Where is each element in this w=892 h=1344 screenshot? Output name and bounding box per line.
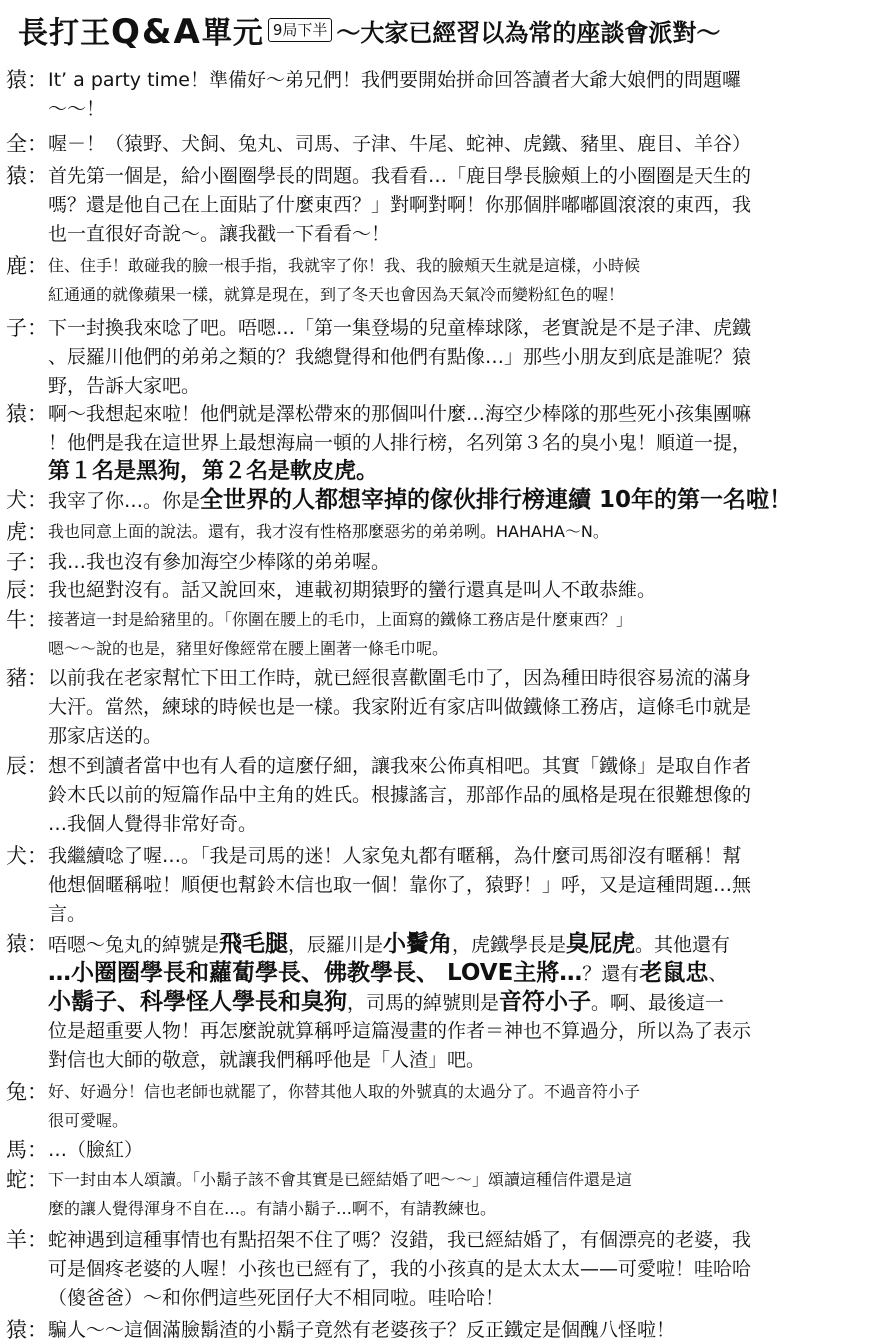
line-text: 言。 (48, 903, 87, 925)
line-text: 接著這一封是給豬里的。「你圍在腰上的毛巾，上面寫的鐵條工務店是什麼東西？」 (48, 610, 633, 629)
speaker-label: 犬： (6, 488, 48, 512)
header-subtitle: ～大家已經習以為常的座談會派對～ (336, 18, 721, 47)
line-text: 。其他還有 (635, 934, 731, 956)
dialogue-line (48, 576, 656, 604)
line-text: ，虎鐵學長是 (452, 934, 567, 956)
dialogue-line (48, 781, 751, 809)
line-text: 麼的讓人覺得渾身不自在…。有請小鬍子…啊不，有請教練也。 (48, 1199, 497, 1218)
dialogue-line (48, 130, 751, 158)
dialogue-line (48, 842, 742, 870)
line-text: 下一封換我來唸了吧。唔嗯…「第一集登場的兒童棒球隊，老實說是不是子津、虎鐵 (48, 317, 752, 339)
dialogue-line (48, 162, 751, 190)
speaker-label: 蛇： (6, 1168, 48, 1192)
dialogue-line (48, 343, 751, 371)
dialogue-line (48, 281, 624, 309)
speaker-label: 羊： (6, 1228, 48, 1252)
line-text: 。啊、最後這一 (591, 992, 725, 1014)
dialogue-line (48, 429, 751, 457)
dialogue-line (48, 548, 390, 576)
line-text: 嗯～～說的也是，豬里好像經常在腰上圍著一條毛巾呢。 (48, 639, 449, 658)
dialogue-line (48, 722, 162, 750)
speaker-label: 子： (6, 316, 48, 340)
speaker-label: 馬： (6, 1138, 48, 1162)
speaker-label: 辰： (6, 754, 48, 778)
dialogue-line (48, 959, 727, 988)
line-text: …我個人覺得非常好奇。 (48, 813, 258, 835)
dialogue-line (48, 1316, 675, 1344)
line-text: 首先第一個是，給小圈圈學長的問題。我看看…「鹿目學長臉頰上的小圈圈是天生的 (48, 165, 752, 187)
line-text: 、辰羅川他們的弟弟之類的？我總覺得和他們有點像…」那些小朋友到底是誰呢？猿 (48, 346, 752, 368)
line-text: …（臉紅） (48, 1139, 144, 1161)
inning-badge: 9局下半 (268, 18, 333, 42)
speaker-label: 虎： (6, 520, 48, 544)
speaker-label: 猿： (6, 1318, 48, 1342)
line-text: 喔－！（猿野、犬飼、兔丸、司馬、子津、牛尾、蛇神、虎鐵、豬里、鹿目、羊谷） (48, 133, 752, 155)
dialogue-line (48, 635, 448, 663)
dialogue-line (48, 1136, 143, 1164)
dialogue-line (48, 1284, 504, 1312)
line-text: 很可愛喔。 (48, 1111, 129, 1130)
line-text: It’ a party time！準備好～弟兄們！我們要開始拼命回答讀者大爺大娘們的問題囉 (48, 69, 741, 91)
page-header (18, 8, 878, 52)
emphasis-text: 老鼠忠 (639, 960, 709, 986)
line-text: 住、住手！敢碰我的臉一根手指，我就宰了你！我、我的臉頰天生就是這樣，小時候 (48, 256, 641, 275)
dialogue-line (48, 900, 86, 928)
line-text: 我也絕對沒有。話又說回來，連載初期猿野的蠻行還真是叫人不敢恭維。 (48, 579, 657, 601)
speaker-label: 子： (6, 550, 48, 574)
speaker-label: 猿： (6, 932, 48, 956)
dialogue-line (48, 810, 257, 838)
line-text: 騙人～～這個滿臉鬍渣的小鬍子竟然有老婆孩子？反正鐵定是個醜八怪啦！ (48, 1319, 676, 1341)
speaker-label: 辰： (6, 578, 48, 602)
title-suffix: 單元 (201, 16, 264, 51)
line-text: 那家店送的。 (48, 725, 163, 747)
dialogue-line (48, 930, 730, 959)
dialogue-line (48, 988, 724, 1017)
line-text: 大汗。當然，練球的時候也是一樣。我家附近有家店叫做鐵條工務店，這條毛巾就是 (48, 696, 752, 718)
dialogue-line (48, 664, 751, 692)
dialogue-line (48, 95, 105, 123)
line-text: ，辰羅川是 (288, 934, 384, 956)
dialogue-line (48, 871, 751, 899)
dialogue-line (48, 693, 751, 721)
dialogue-line (48, 606, 632, 634)
emphasis-text: 臭屁虎 (566, 931, 636, 957)
line-text: 我…我也沒有參加海空少棒隊的弟弟喔。 (48, 551, 391, 573)
line-text: ？還有 (582, 963, 640, 985)
speaker-label: 猿： (6, 164, 48, 188)
line-text: 好、好過分！信也老師也就罷了，你替其他人取的外號真的太過分了。不過音符小子 (48, 1082, 641, 1101)
line-text: 他想個暱稱啦！順便也幫鈴木信也取一個！靠你了，猿野！」呼，又是這種問題…無 (48, 874, 752, 896)
line-text: （傻爸爸）～和你們這些死囝仔大不相同啦。哇哈哈！ (48, 1287, 505, 1309)
line-text: 可是個疼老婆的人喔！小孩也已經有了，我的小孩真的是太太太——可愛啦！哇哈哈 (48, 1258, 752, 1280)
dialogue-line (48, 1255, 751, 1283)
speaker-label: 犬： (6, 844, 48, 868)
emphasis-text: 飛毛腿 (219, 931, 289, 957)
line-text: 蛇神遇到這種事情也有點招架不住了嗎？沒錯，我已經結婚了，有個漂亮的老婆，我 (48, 1229, 752, 1251)
line-text: ，司馬的綽號則是 (347, 992, 500, 1014)
line-text: 野，告訴大家吧。 (48, 375, 201, 397)
dialogue-line (48, 518, 609, 546)
dialogue-line (48, 1046, 485, 1074)
dialogue-line (48, 220, 390, 248)
dialogue-line (48, 66, 741, 94)
line-text: 以前我在老家幫忙下田工作時，就已經很喜歡圍毛巾了，因為種田時很容易流的滿身 (48, 667, 752, 689)
speaker-label: 豬： (6, 666, 48, 690)
line-text: 位是超重要人物！再怎麼說就算稱呼這篇漫畫的作者＝神也不算過分，所以為了表示 (48, 1020, 752, 1042)
header-title (18, 8, 264, 52)
title-latin: Q&A (111, 12, 202, 52)
dialogue-line (48, 314, 751, 342)
dialogue-line (48, 1226, 751, 1254)
line-text: 也一直很好奇說～。讓我戳一下看看～！ (48, 223, 391, 245)
dialogue-line (48, 252, 640, 280)
speaker-label: 兔： (6, 1080, 48, 1104)
speaker-label: 鹿： (6, 254, 48, 278)
line-text: 嗎？還是他自己在上面貼了什麼東西？」對啊對啊！你那個胖嘟嘟圓滾滾的東西，我 (48, 194, 752, 216)
dialogue-line (48, 1017, 751, 1045)
dialogue-line (48, 752, 751, 780)
dialogue-line (48, 1166, 632, 1194)
line-text: 想不到讀者當中也有人看的這麼仔細，讓我來公佈真相吧。其實「鐵條」是取自作者 (48, 755, 752, 777)
emphasis-text: 音符小子 (499, 989, 592, 1015)
speaker-label: 全： (6, 132, 48, 156)
line-text: 我宰了你…。你是 (48, 490, 201, 512)
dialogue-line (48, 486, 792, 515)
line-text: 我也同意上面的說法。還有，我才沒有性格那麼惡劣的弟弟咧。HAHAHA～N。 (48, 522, 609, 541)
emphasis-text: 全世界的人都想宰掉的傢伙排行榜連續 10年的第一名啦！ (200, 487, 793, 513)
dialogue-line (48, 191, 751, 219)
line-text: 對信也大師的敬意，就讓我們稱呼他是「人渣」吧。 (48, 1049, 486, 1071)
line-text: 下一封由本人頌讀。「小鬍子該不會其實是已經結婚了吧～～」頌讀這種信件還是這 (48, 1170, 633, 1189)
dialogue-line (48, 372, 200, 400)
emphasis-text: 小鬍子、科學怪人學長和臭狗 (48, 989, 347, 1015)
line-text: 唔嗯～兔丸的綽號是 (48, 934, 220, 956)
dialogue-line (48, 1195, 496, 1223)
title-prefix: 長打王 (18, 16, 111, 51)
emphasis-text: 小鬢角 (383, 931, 453, 957)
line-text: 第１名是黑狗，第２名是軟皮虎。 (48, 459, 379, 484)
speaker-label: 猿： (6, 402, 48, 426)
line-text: ！他們是我在這世界上最想海扁一頓的人排行榜，名列第３名的臭小鬼！順道一提， (48, 432, 752, 454)
dialogue-line (48, 1107, 128, 1135)
speaker-label: 猿： (6, 68, 48, 92)
line-text: 鈴木氏以前的短篇作品中主角的姓氏。根據謠言，那部作品的風格是現在很難想像的 (48, 784, 752, 806)
dialogue-line (48, 400, 751, 428)
line-text: 我繼續唸了喔…。「我是司馬的迷！人家兔丸都有暱稱，為什麼司馬卻沒有暱稱！幫 (48, 845, 742, 867)
speaker-label: 牛： (6, 608, 48, 632)
line-text: 啊～我想起來啦！他們就是澤松帶來的那個叫什麼…海空少棒隊的那些死小孩集團嘛 (48, 403, 752, 425)
dialogue-line (48, 1078, 640, 1106)
line-text: ～～！ (48, 98, 106, 120)
line-text: 紅通通的就像蘋果一樣，就算是現在，到了冬天也會因為天氣冷而變粉紅色的喔！ (48, 285, 625, 304)
dialogue-line (48, 458, 378, 486)
line-text: 、 (708, 963, 728, 985)
emphasis-text: …小圈圈學長和蘿蔔學長、佛教學長、 LOVE主將… (48, 960, 583, 986)
